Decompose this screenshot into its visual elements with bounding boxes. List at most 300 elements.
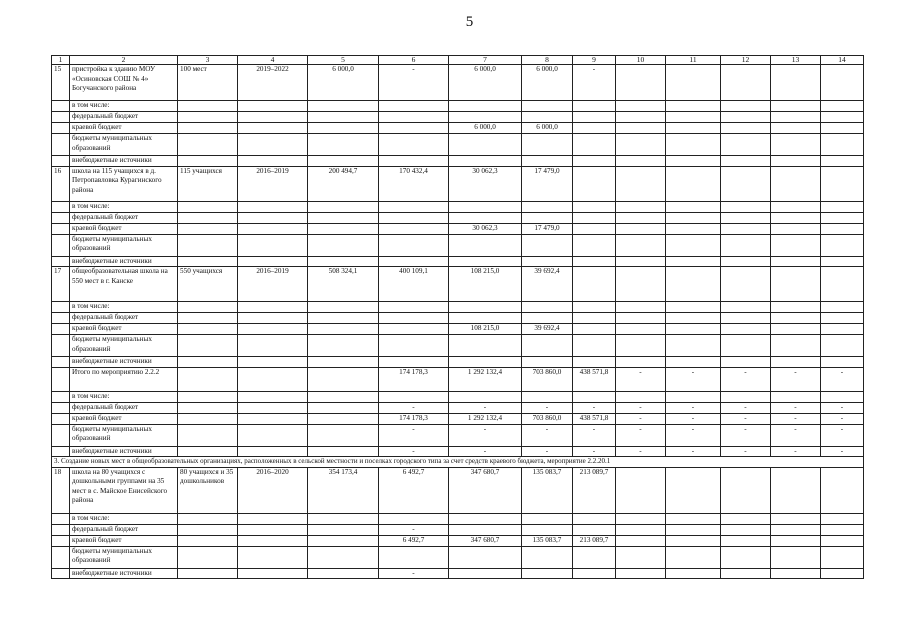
table-cell: 39 692,4 (522, 267, 573, 302)
table-cell (821, 513, 864, 524)
table-cell (771, 357, 821, 368)
table-cell (821, 302, 864, 313)
table-cell (308, 524, 379, 535)
table-cell (178, 513, 238, 524)
table-cell (379, 256, 449, 267)
table-cell: - (771, 402, 821, 413)
table-cell: - (449, 424, 522, 446)
table-cell (771, 524, 821, 535)
row-number-cell (52, 201, 70, 212)
table-cell (178, 446, 238, 457)
table-cell (308, 313, 379, 324)
row-number-cell (52, 123, 70, 134)
table-cell (449, 256, 522, 267)
table-row (52, 65, 864, 101)
table-cell: - (379, 446, 449, 457)
table-cell: - (666, 446, 721, 457)
table-cell (308, 367, 379, 391)
table-cell (308, 391, 379, 402)
table-cell (573, 156, 616, 167)
table-cell (821, 535, 864, 546)
table-cell (821, 212, 864, 223)
table-cell (178, 112, 238, 123)
table-cell (721, 256, 771, 267)
table-cell: 6 000,0 (308, 65, 379, 101)
table-cell (308, 234, 379, 256)
table-cell (238, 302, 308, 313)
row-number-cell (52, 156, 70, 167)
item-name-cell: бюджеты муниципальных образований (70, 335, 178, 357)
table-cell (238, 134, 308, 156)
table-cell: 174 178,3 (379, 413, 449, 424)
table-cell: 200 494,7 (308, 166, 379, 201)
table-cell (721, 535, 771, 546)
table-cell (522, 302, 573, 313)
table-cell (771, 101, 821, 112)
table-subrow (52, 446, 864, 457)
table-cell (308, 335, 379, 357)
row-number-cell (52, 212, 70, 223)
table-cell (178, 212, 238, 223)
table-cell (721, 546, 771, 568)
table-cell (821, 123, 864, 134)
table-cell (522, 524, 573, 535)
table-cell: - (522, 446, 573, 457)
table-cell (379, 101, 449, 112)
table-cell (666, 335, 721, 357)
column-number-cell: 2 (70, 56, 178, 65)
table-cell (573, 101, 616, 112)
table-cell (573, 267, 616, 302)
table-cell (178, 524, 238, 535)
table-cell (821, 391, 864, 402)
table-cell (449, 156, 522, 167)
table-cell (178, 335, 238, 357)
table-cell (666, 302, 721, 313)
table-cell: - (616, 367, 666, 391)
table-cell (771, 335, 821, 357)
item-name-cell: в том числе: (70, 101, 178, 112)
table-cell (379, 546, 449, 568)
table-cell (821, 313, 864, 324)
table-cell (238, 513, 308, 524)
table-cell: - (573, 446, 616, 457)
table-subrow (52, 513, 864, 524)
table-cell (821, 101, 864, 112)
row-number-cell (52, 568, 70, 579)
table-cell (238, 112, 308, 123)
table-cell (308, 513, 379, 524)
table-cell (721, 65, 771, 101)
table-cell (178, 101, 238, 112)
table-cell (238, 524, 308, 535)
table-cell: - (573, 424, 616, 446)
table-cell (449, 234, 522, 256)
item-name-cell: Итого по мероприятию 2.2.2 (70, 367, 178, 391)
table-cell: 438 571,8 (573, 367, 616, 391)
table-cell (449, 524, 522, 535)
table-cell (771, 134, 821, 156)
table-cell (616, 391, 666, 402)
table-cell (379, 156, 449, 167)
table-cell: - (666, 367, 721, 391)
table-cell (666, 65, 721, 101)
table-cell (771, 123, 821, 134)
table-cell: - (573, 402, 616, 413)
table-cell (721, 101, 771, 112)
row-number-cell (52, 313, 70, 324)
table-cell: 1 292 132,4 (449, 413, 522, 424)
table-cell (721, 568, 771, 579)
column-number-cell: 9 (573, 56, 616, 65)
table-cell (522, 101, 573, 112)
table-cell (522, 156, 573, 167)
table-cell (449, 201, 522, 212)
table-cell (308, 302, 379, 313)
table-cell (238, 357, 308, 368)
table-cell (238, 101, 308, 112)
row-number-cell (52, 101, 70, 112)
table-cell (178, 201, 238, 212)
table-cell (573, 302, 616, 313)
table-cell: 6 000,0 (449, 123, 522, 134)
table-cell (522, 313, 573, 324)
table-cell: - (721, 424, 771, 446)
column-number-cell: 11 (666, 56, 721, 65)
table-cell (771, 568, 821, 579)
item-name-cell: краевой бюджет (70, 324, 178, 335)
table-cell (449, 302, 522, 313)
column-number-cell: 7 (449, 56, 522, 65)
row-number-cell (52, 256, 70, 267)
table-cell (308, 101, 379, 112)
item-name-cell: пристройка к зданию МОУ «Осиновская СОШ № 4» Богучанского района (70, 65, 178, 101)
row-number-cell (52, 367, 70, 391)
table-cell (721, 123, 771, 134)
item-name-cell: краевой бюджет (70, 223, 178, 234)
table-subrow (52, 101, 864, 112)
table-cell (449, 357, 522, 368)
table-cell (308, 568, 379, 579)
table-cell (308, 212, 379, 223)
table-cell: - (379, 424, 449, 446)
table-cell (771, 267, 821, 302)
table-cell (522, 546, 573, 568)
table-cell (178, 302, 238, 313)
table-cell: 30 062,3 (449, 166, 522, 201)
table-cell (721, 134, 771, 156)
table-cell: - (573, 65, 616, 101)
table-cell (379, 513, 449, 524)
table-row (52, 166, 864, 201)
table-cell (573, 134, 616, 156)
table-cell (238, 324, 308, 335)
table-cell (616, 335, 666, 357)
table-cell (379, 134, 449, 156)
table-subrow (52, 313, 864, 324)
table-cell: - (522, 402, 573, 413)
table-cell (573, 324, 616, 335)
table-cell (616, 324, 666, 335)
table-cell (178, 357, 238, 368)
table-cell (771, 201, 821, 212)
table-cell: 703 860,0 (522, 413, 573, 424)
section-heading-row (52, 457, 864, 468)
table-cell (821, 234, 864, 256)
table-cell (666, 201, 721, 212)
table-cell (666, 112, 721, 123)
table-cell (573, 568, 616, 579)
table-cell (616, 234, 666, 256)
table-cell (573, 335, 616, 357)
table-cell (379, 223, 449, 234)
table-cell (178, 156, 238, 167)
table-subrow (52, 212, 864, 223)
table-cell (522, 513, 573, 524)
table-cell (666, 357, 721, 368)
table-cell (178, 546, 238, 568)
table-cell (771, 65, 821, 101)
table-cell: 108 215,0 (449, 267, 522, 302)
row-number-cell (52, 513, 70, 524)
table-subrow (52, 402, 864, 413)
table-cell (379, 313, 449, 324)
table-cell: 30 062,3 (449, 223, 522, 234)
table-cell: 6 000,0 (522, 65, 573, 101)
row-number-cell (52, 335, 70, 357)
table-cell (308, 156, 379, 167)
table-cell (821, 156, 864, 167)
item-name-cell: бюджеты муниципальных образований (70, 546, 178, 568)
item-name-cell: федеральный бюджет (70, 313, 178, 324)
table-cell (666, 391, 721, 402)
table-subrow (52, 201, 864, 212)
table-cell (573, 256, 616, 267)
table-cell (238, 234, 308, 256)
table-cell (379, 234, 449, 256)
table-row (52, 467, 864, 513)
table-cell: 170 432,4 (379, 166, 449, 201)
table-subrow (52, 302, 864, 313)
table-cell (573, 123, 616, 134)
table-cell: 6 492,7 (379, 467, 449, 513)
table-cell (771, 391, 821, 402)
table-subrow (52, 546, 864, 568)
table-cell (308, 535, 379, 546)
table-cell (666, 134, 721, 156)
table-cell (379, 357, 449, 368)
table-cell (721, 391, 771, 402)
section-heading: 3. Создание новых мест в общеобразовательных организациях, расположенных в сельской местности и поселках городского типа за счет средств краевого бюджета, мероприятие 2.2.20.1 (52, 457, 864, 468)
table-cell (821, 134, 864, 156)
table-cell (666, 568, 721, 579)
table-cell: 80 учащихся и 35 дошкольников (178, 467, 238, 513)
table-cell: 2016–2019 (238, 267, 308, 302)
table-cell (616, 156, 666, 167)
table-cell (308, 134, 379, 156)
table-cell (616, 101, 666, 112)
table-cell (821, 201, 864, 212)
table-cell: 135 083,7 (522, 535, 573, 546)
item-name-cell: федеральный бюджет (70, 112, 178, 123)
table-cell: 135 083,7 (522, 467, 573, 513)
table-cell: 39 692,4 (522, 324, 573, 335)
table-subrow (52, 223, 864, 234)
item-name-cell: внебюджетные источники (70, 357, 178, 368)
table-cell (379, 324, 449, 335)
table-cell (616, 65, 666, 101)
table-cell (666, 234, 721, 256)
table-cell (379, 391, 449, 402)
table-cell (666, 156, 721, 167)
table-cell (178, 413, 238, 424)
table-cell (616, 467, 666, 513)
row-number-cell (52, 112, 70, 123)
table-cell: 174 178,3 (379, 367, 449, 391)
table-cell (616, 568, 666, 579)
item-name-cell: школа на 80 учащихся с дошкольными группами на 35 мест в с. Майское Енисейского района (70, 467, 178, 513)
table-cell (449, 391, 522, 402)
table-cell (308, 223, 379, 234)
row-number-cell (52, 535, 70, 546)
table-cell (616, 357, 666, 368)
item-name-cell: в том числе: (70, 302, 178, 313)
table-cell: - (449, 402, 522, 413)
table-cell (721, 267, 771, 302)
table-cell (379, 201, 449, 212)
table-cell: - (666, 424, 721, 446)
table-cell: 354 173,4 (308, 467, 379, 513)
table-cell (821, 112, 864, 123)
table-cell (616, 524, 666, 535)
table-subrow (52, 234, 864, 256)
table-cell (771, 156, 821, 167)
table-subrow (52, 413, 864, 424)
table-cell (821, 166, 864, 201)
table-cell: 17 479,0 (522, 166, 573, 201)
table-cell (821, 467, 864, 513)
table-cell: 2016–2020 (238, 467, 308, 513)
table-cell: 1 292 132,4 (449, 367, 522, 391)
table-cell (379, 112, 449, 123)
table-cell (771, 302, 821, 313)
table-cell (308, 123, 379, 134)
table-cell (721, 112, 771, 123)
table-cell (721, 313, 771, 324)
table-cell (238, 413, 308, 424)
table-cell (616, 313, 666, 324)
row-number-cell (52, 402, 70, 413)
table-cell (616, 535, 666, 546)
table-cell (771, 112, 821, 123)
table-cell (238, 212, 308, 223)
table-cell (666, 212, 721, 223)
table-cell (721, 302, 771, 313)
table-cell: - (721, 402, 771, 413)
table-cell (178, 123, 238, 134)
page-number: 5 (465, 14, 474, 30)
table-cell (178, 367, 238, 391)
table-cell: - (821, 367, 864, 391)
table-cell (666, 101, 721, 112)
table-cell (238, 367, 308, 391)
table-cell (522, 568, 573, 579)
table-cell: - (449, 446, 522, 457)
column-number-row (52, 56, 864, 65)
column-number-cell: 1 (52, 56, 70, 65)
table-cell (379, 212, 449, 223)
table-cell (721, 166, 771, 201)
table-subrow (52, 112, 864, 123)
item-name-cell: внебюджетные источники (70, 256, 178, 267)
table-cell: 6 492,7 (379, 535, 449, 546)
table-cell (308, 256, 379, 267)
table-cell (821, 335, 864, 357)
row-number-cell: 15 (52, 65, 70, 101)
table-cell: 6 000,0 (522, 123, 573, 134)
table-cell: 213 089,7 (573, 535, 616, 546)
table-cell (721, 156, 771, 167)
table-cell (721, 324, 771, 335)
table-cell: - (771, 424, 821, 446)
table-cell: - (616, 424, 666, 446)
table-cell (721, 357, 771, 368)
table-cell (616, 267, 666, 302)
table-cell (379, 335, 449, 357)
table-subrow (52, 535, 864, 546)
table-cell (178, 324, 238, 335)
row-number-cell (52, 424, 70, 446)
table-cell (821, 223, 864, 234)
table-cell (666, 313, 721, 324)
table-cell (522, 256, 573, 267)
table-cell (449, 568, 522, 579)
table-cell (573, 112, 616, 123)
item-name-cell: краевой бюджет (70, 535, 178, 546)
column-number-cell: 3 (178, 56, 238, 65)
table-cell: - (771, 367, 821, 391)
table-cell (449, 513, 522, 524)
row-number-cell (52, 223, 70, 234)
table-cell (238, 391, 308, 402)
table-subrow (52, 256, 864, 267)
table-cell (308, 402, 379, 413)
table-cell (178, 391, 238, 402)
table-cell (771, 546, 821, 568)
table-cell (238, 546, 308, 568)
table-cell (573, 313, 616, 324)
table-cell (522, 234, 573, 256)
item-name-cell: в том числе: (70, 391, 178, 402)
table-cell (666, 535, 721, 546)
table-cell (238, 402, 308, 413)
table-cell (721, 223, 771, 234)
table-cell (573, 391, 616, 402)
row-number-cell: 17 (52, 267, 70, 302)
table-cell (771, 313, 821, 324)
table-cell (821, 357, 864, 368)
table-cell (721, 513, 771, 524)
table-cell (771, 324, 821, 335)
table-cell: 115 учащихся (178, 166, 238, 201)
table-cell (522, 134, 573, 156)
table-cell (721, 212, 771, 223)
table-cell (666, 467, 721, 513)
table-cell (721, 467, 771, 513)
table-cell (379, 302, 449, 313)
table-cell: - (721, 367, 771, 391)
table-cell (308, 446, 379, 457)
